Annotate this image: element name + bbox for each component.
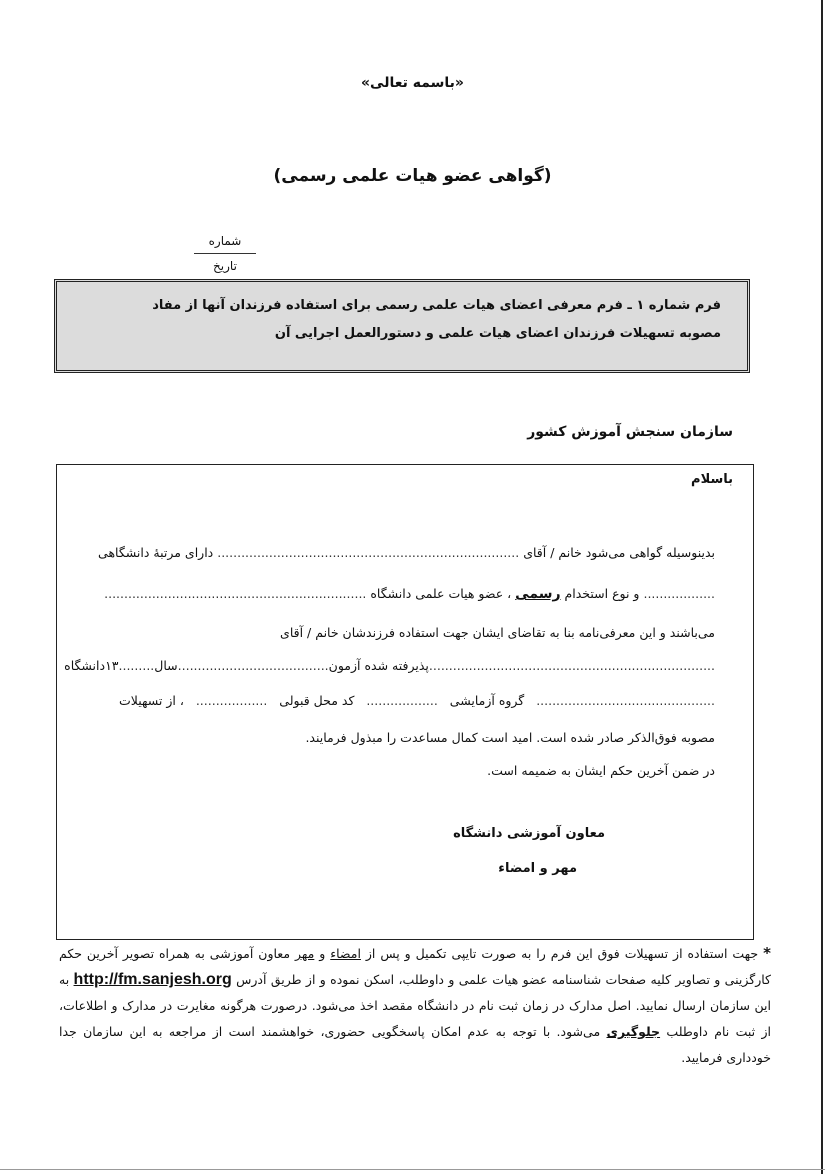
organization-heading: سازمان سنجش آموزش کشور	[527, 424, 733, 440]
line4-text-d: دانشگاه	[64, 658, 106, 673]
exam-fill-dots: ......................................	[177, 658, 329, 673]
line5-text-c: ، از تسهیلات	[119, 693, 184, 708]
letter-line-7: در ضمن آخرین حکم ایشان به ضمیمه است.	[487, 763, 715, 778]
basmala: «باسمه تعالی»	[361, 75, 464, 91]
date-label: تاریخ	[213, 259, 237, 273]
line2-text-c: ، عضو هیات علمی دانشگاه	[370, 586, 512, 601]
line3-text: می‌باشند و این معرفی‌نامه بنا به تقاضای ایشان جهت استفاده فرزندشان خانم / آقای	[280, 625, 715, 640]
submission-url-link[interactable]: http://fm.sanjesh.org	[73, 971, 232, 988]
destination-university-fill-dots: .............................................	[536, 693, 715, 708]
note-asterisk: *	[763, 944, 771, 962]
line5-text-b: کد محل قبولی	[279, 693, 355, 708]
line4-text-a: پذیرفته شده آزمون	[328, 658, 429, 673]
page-bottom-line	[0, 1169, 825, 1170]
form-banner	[54, 279, 750, 373]
line4-text-c: ۱۳	[105, 658, 119, 673]
document-title: (گواهی عضو هیات علمی رسمی)	[273, 166, 552, 186]
line1-text-a: بدینوسیله گواهی می‌شود خانم / آقای	[523, 545, 715, 560]
signatory-title: معاون آموزشی دانشگاه	[453, 826, 605, 841]
form-banner-line-1: فرم شماره ۱ ـ فرم معرفی اعضای هیات علمی رسمی برای استفاده فرزندان آنها از مفاد	[152, 298, 721, 313]
university-fill-dots: ..................................................................	[104, 586, 367, 601]
letter-line-1	[98, 543, 715, 563]
note-seal-underlined: مهر	[294, 946, 315, 961]
note-text-and: و	[319, 946, 326, 961]
instruction-note	[59, 940, 771, 1071]
child-name-fill-dots: ........................................................................	[428, 658, 715, 673]
letter-line-6: مصوبه فوق‌الذکر صادر شده است. امید است کمال مساعدت را مبذول فرمایند.	[305, 730, 715, 745]
note-text-2: معاون آموزشی به همراه تصویر آخرین حکم کارگزینی و تصاویر کلیه صفحات شناسنامه عضو هیات علمی و داوطلب، اسکن نموده و از طریق آدرس	[59, 946, 771, 987]
year-fill-dots: .........	[118, 658, 155, 673]
note-text-5: می‌شود. با توجه به عدم امکان پاسخگویی حضوری، خواهشمند است از مراجعه به این سازمان جدا خودداری فرمایید.	[59, 1024, 771, 1065]
letter-line-3	[119, 623, 715, 643]
note-text-4: درصورت هرگونه مغایرت در مدارک و اطلاعات، از ثبت نام داوطلب	[59, 998, 771, 1039]
code-fill-dots: ..................	[195, 693, 268, 708]
letter-line-4	[64, 656, 715, 676]
note-text-1: جهت استفاده از تسهیلات فوق این فرم را به صورت تایپی تکمیل و پس از	[365, 946, 759, 961]
form-banner-line-2: مصوبه تسهیلات فرزندان اعضای هیات علمی و دستورالعمل اجرایی آن	[274, 326, 721, 341]
note-text-3: به این سازمان ارسال نمایید. اصل مدارک در زمان ثبت نام در دانشگاه مقصد اخذ می‌شود.	[59, 972, 771, 1013]
salutation: باسلام	[691, 472, 733, 487]
seal-and-signature-label: مهر و امضاء	[498, 861, 577, 876]
note-signature-underlined: امضاء	[330, 946, 361, 961]
group-fill-dots: ..................	[366, 693, 438, 708]
line5-text-a: گروه آزمایشی	[449, 693, 525, 708]
number-label: شماره	[208, 234, 242, 248]
employment-type-underlined: رسمی	[515, 586, 561, 602]
line2-text-a: و نوع استخدام	[564, 586, 640, 601]
name-fill-dots: ............................................................................	[217, 545, 520, 560]
rank-fill-dots: ..................	[643, 586, 715, 601]
note-prevent-underlined: جلوگیری	[606, 1024, 661, 1039]
number-date-block	[190, 229, 260, 278]
line4-text-b: سال	[154, 658, 178, 673]
line1-text-b: دارای مرتبهٔ دانشگاهی	[98, 545, 214, 560]
letter-line-2	[104, 584, 715, 604]
letter-line-5	[119, 691, 715, 711]
